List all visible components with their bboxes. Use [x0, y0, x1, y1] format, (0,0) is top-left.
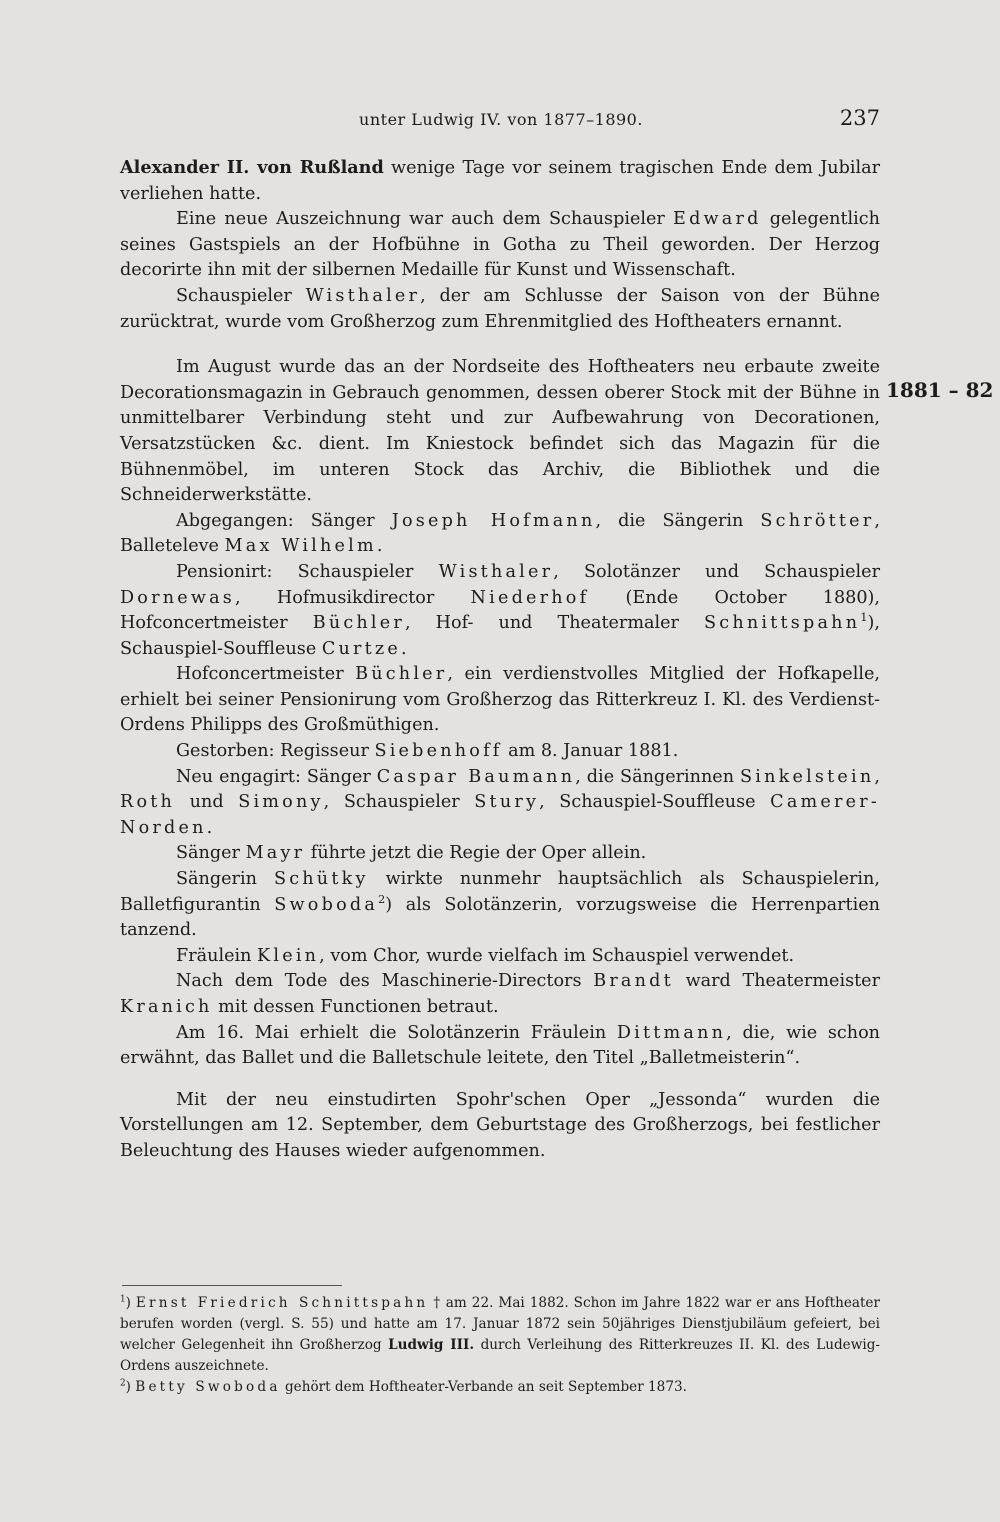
- text-run: ): [125, 1295, 136, 1311]
- paragraph: [120, 944, 880, 970]
- spaced-name: Büchler: [312, 613, 405, 634]
- paragraph: [120, 662, 880, 739]
- text-run: .: [401, 638, 407, 659]
- text-run: , Solotänzer und Schauspieler: [553, 561, 880, 582]
- spaced-name: Kranich: [120, 997, 213, 1017]
- spaced-name: Max Wilhelm: [224, 536, 377, 557]
- bold-name: Ludwig III.: [388, 1337, 475, 1353]
- paragraph: [120, 207, 880, 284]
- paragraph: Im August wurde das an der Nordseite des Hoftheaters neu erbaute zweite Decorationsmagazin in Gebrauch genommen, dessen oberer Stock mit der Bühne in unmittelbarer Verbindung steht und zur Aufbewahrung von Decorationen, Versatzstücken &c. dient. Im Kniestock befindet sich das Magazin für die Bühnenmöbel, im unteren Stock das Archiv, die Bibliothek und die Schneiderwerkstätte.: [120, 357, 880, 506]
- text-run: wenige Tage vor seinem tragischen Ende dem Jubilar verliehen hatte.: [120, 158, 880, 204]
- footnote-number: 2: [120, 1378, 126, 1389]
- text-run: ): [867, 613, 875, 634]
- paragraph: [120, 284, 880, 335]
- main-text: [120, 155, 880, 1165]
- text-run: und: [175, 792, 239, 813]
- text-run: Fräulein: [176, 945, 258, 966]
- spaced-name: Büchler: [355, 664, 448, 685]
- spaced-name: Caspar Baumann: [376, 766, 576, 787]
- running-head-title: unter Ludwig IV. von 1877–1890.: [359, 110, 643, 129]
- text-run: Pensionirt: Schauspieler: [176, 561, 439, 582]
- footnote-rule: [122, 1285, 342, 1286]
- text-run: .: [376, 536, 383, 557]
- text-run: , Schauspieler: [323, 792, 475, 813]
- paragraph: Mit der neu einstudirten Spohr'schen Oper „Jessonda“ wurden die Vorstellungen am 12. September, dem Geburtstage des Großherzogs, bei festlicher Beleuchtung des Hauses wieder aufgenommen.: [120, 1089, 880, 1161]
- text-run: † am 22. Mai 1882. Schon im Jahre 1822 war er ans Hoftheater berufen worden (vergl. S. 55) und hatte am 17. Januar 1872 sein 50jähriges Dienstjubiläum gefeiert, bei welcher Gelegenheit ihn Großherzog: [120, 1295, 880, 1353]
- footnote-ref: 1: [860, 610, 868, 625]
- section-gap: [120, 335, 880, 355]
- text-run: Neu engagirt: Sänger: [176, 766, 377, 787]
- text-run: .: [206, 817, 213, 838]
- text-run: Eine neue Auszeichnung war auch dem Schauspieler: [176, 209, 674, 230]
- spaced-name: Roth: [120, 792, 176, 813]
- spaced-name: Schrötter: [760, 510, 875, 531]
- footnote-number: 1: [120, 1294, 126, 1305]
- text-run: , vom Chor, wurde vielfach im Schauspiel verwendet.: [319, 945, 795, 966]
- paragraph: [120, 867, 880, 944]
- spaced-name: Wisthaler: [438, 561, 554, 582]
- text-run: Sängerin: [176, 869, 274, 890]
- footnote-ref: 2: [378, 891, 386, 906]
- spaced-name: Schütky: [273, 869, 369, 890]
- spaced-name: Niederhof: [470, 587, 590, 608]
- text-run: , der am Schlusse der Saison von der Bühne zurücktrat, wurde vom Großherzog zum Ehrenmitglied des Hoftheaters ernannt.: [120, 285, 880, 332]
- text-run: gelegentlich seines Gastspiels an der Hofbühne in Gotha zu Theil geworden. Der Herzog decorirte ihn mit der silbernen Medaille für Kunst und Wissenschaft.: [120, 209, 880, 281]
- paragraph: [120, 739, 880, 765]
- text-run: Am 16. Mai erhielt die Solotänzerin Fräulein: [176, 1022, 617, 1043]
- footnote-1: [120, 1293, 880, 1377]
- text-run: , Hofmusikdirector: [235, 587, 471, 608]
- text-run: mit dessen Functionen betraut.: [212, 997, 499, 1017]
- footnote-2: [120, 1377, 880, 1398]
- paragraph: [120, 969, 880, 1020]
- running-head: [120, 104, 882, 134]
- paragraph: [120, 155, 880, 207]
- spaced-name: Klein: [257, 945, 320, 966]
- spaced-name: Edward: [673, 209, 762, 230]
- margin-year-note: 1881 – 82: [886, 378, 994, 402]
- text-run: Sänger: [176, 843, 246, 864]
- text-run: , Balleteleve: [120, 510, 880, 557]
- spaced-name: Swoboda: [274, 894, 379, 915]
- text-run: ): [125, 1379, 136, 1395]
- paragraph: [120, 509, 880, 560]
- spaced-name: Joseph Hofmann: [391, 510, 596, 531]
- text-run: , Schauspiel-Souffleuse: [539, 792, 771, 813]
- text-run: , die Sängerin: [595, 510, 761, 531]
- text-run: wirkte nunmehr hauptsächlich als Schauspielerin, Balletfigurantin: [120, 869, 880, 915]
- text-run: Gestorben: Regisseur: [176, 741, 375, 762]
- text-run: (Ende October 1880), Hofconcertmeister: [120, 587, 880, 634]
- text-run: , Schauspiel-Souffleuse: [120, 613, 880, 659]
- spaced-name: Siebenhoff: [374, 741, 503, 762]
- text-run: ward Theatermeister: [673, 971, 880, 992]
- spaced-name: Sinkelstein: [740, 766, 875, 787]
- text-run: Nach dem Tode des Maschinerie-Directors: [176, 971, 594, 992]
- text-run: durch Verleihung des Ritterkreuzes II. Kl. des Ludewig-Ordens auszeichnete.: [120, 1337, 881, 1374]
- paragraph: [120, 1021, 880, 1072]
- spaced-name: Camerer-Norden: [120, 792, 880, 838]
- text-run: führte jetzt die Regie der Oper allein.: [305, 843, 647, 864]
- text-run: , die Sängerinnen: [575, 766, 741, 787]
- text-run: , Hof- und Theatermaler: [404, 613, 705, 634]
- footnotes: [120, 1293, 880, 1398]
- paragraph: [120, 841, 880, 867]
- spaced-name: Betty Swoboda: [135, 1379, 281, 1395]
- text-run: am 8. Januar 1881.: [502, 741, 679, 762]
- spaced-name: Dittmann: [616, 1022, 727, 1043]
- spaced-name: Stury: [474, 792, 540, 813]
- bold-name: Alexander II. von Rußland: [120, 157, 384, 178]
- text-run: Hofconcertmeister: [176, 664, 356, 685]
- spaced-name: Wisthaler: [305, 285, 421, 306]
- text-run: gehört dem Hoftheater-Verbande an seit September 1873.: [280, 1379, 687, 1395]
- spaced-name: Brandt: [593, 971, 674, 992]
- spaced-name: Dornewas: [120, 587, 236, 608]
- spaced-name: Schnittspahn: [704, 613, 861, 634]
- text-run: ,: [874, 766, 880, 787]
- spaced-name: Simony: [238, 792, 324, 813]
- spaced-name: Mayr: [245, 843, 306, 864]
- spaced-name: Curtze: [321, 638, 401, 659]
- text-run: Abgegangen: Sänger: [176, 510, 392, 531]
- spaced-name: Ernst Friedrich Schnittspahn: [135, 1295, 429, 1311]
- text-run: , die, wie schon erwähnt, das Ballet und die Balletschule leitete, den Titel „Balletmeisterin“.: [120, 1022, 881, 1069]
- text-run: , ein verdienstvolles Mitglied der Hofkapelle, erhielt bei seiner Pensionirung vom Großherzog das Ritterkreuz I. Kl. des Verdienst-Ordens Philipps des Großmüthigen.: [120, 664, 880, 736]
- paragraph: [120, 765, 880, 842]
- section-gap: [120, 1072, 880, 1088]
- text-run: Schauspieler: [176, 285, 306, 306]
- page-number: 237: [839, 106, 880, 130]
- text-run: ) als Solotänzerin, vorzugsweise die Herrenpartien tanzend.: [120, 894, 880, 941]
- paragraph: [120, 560, 880, 662]
